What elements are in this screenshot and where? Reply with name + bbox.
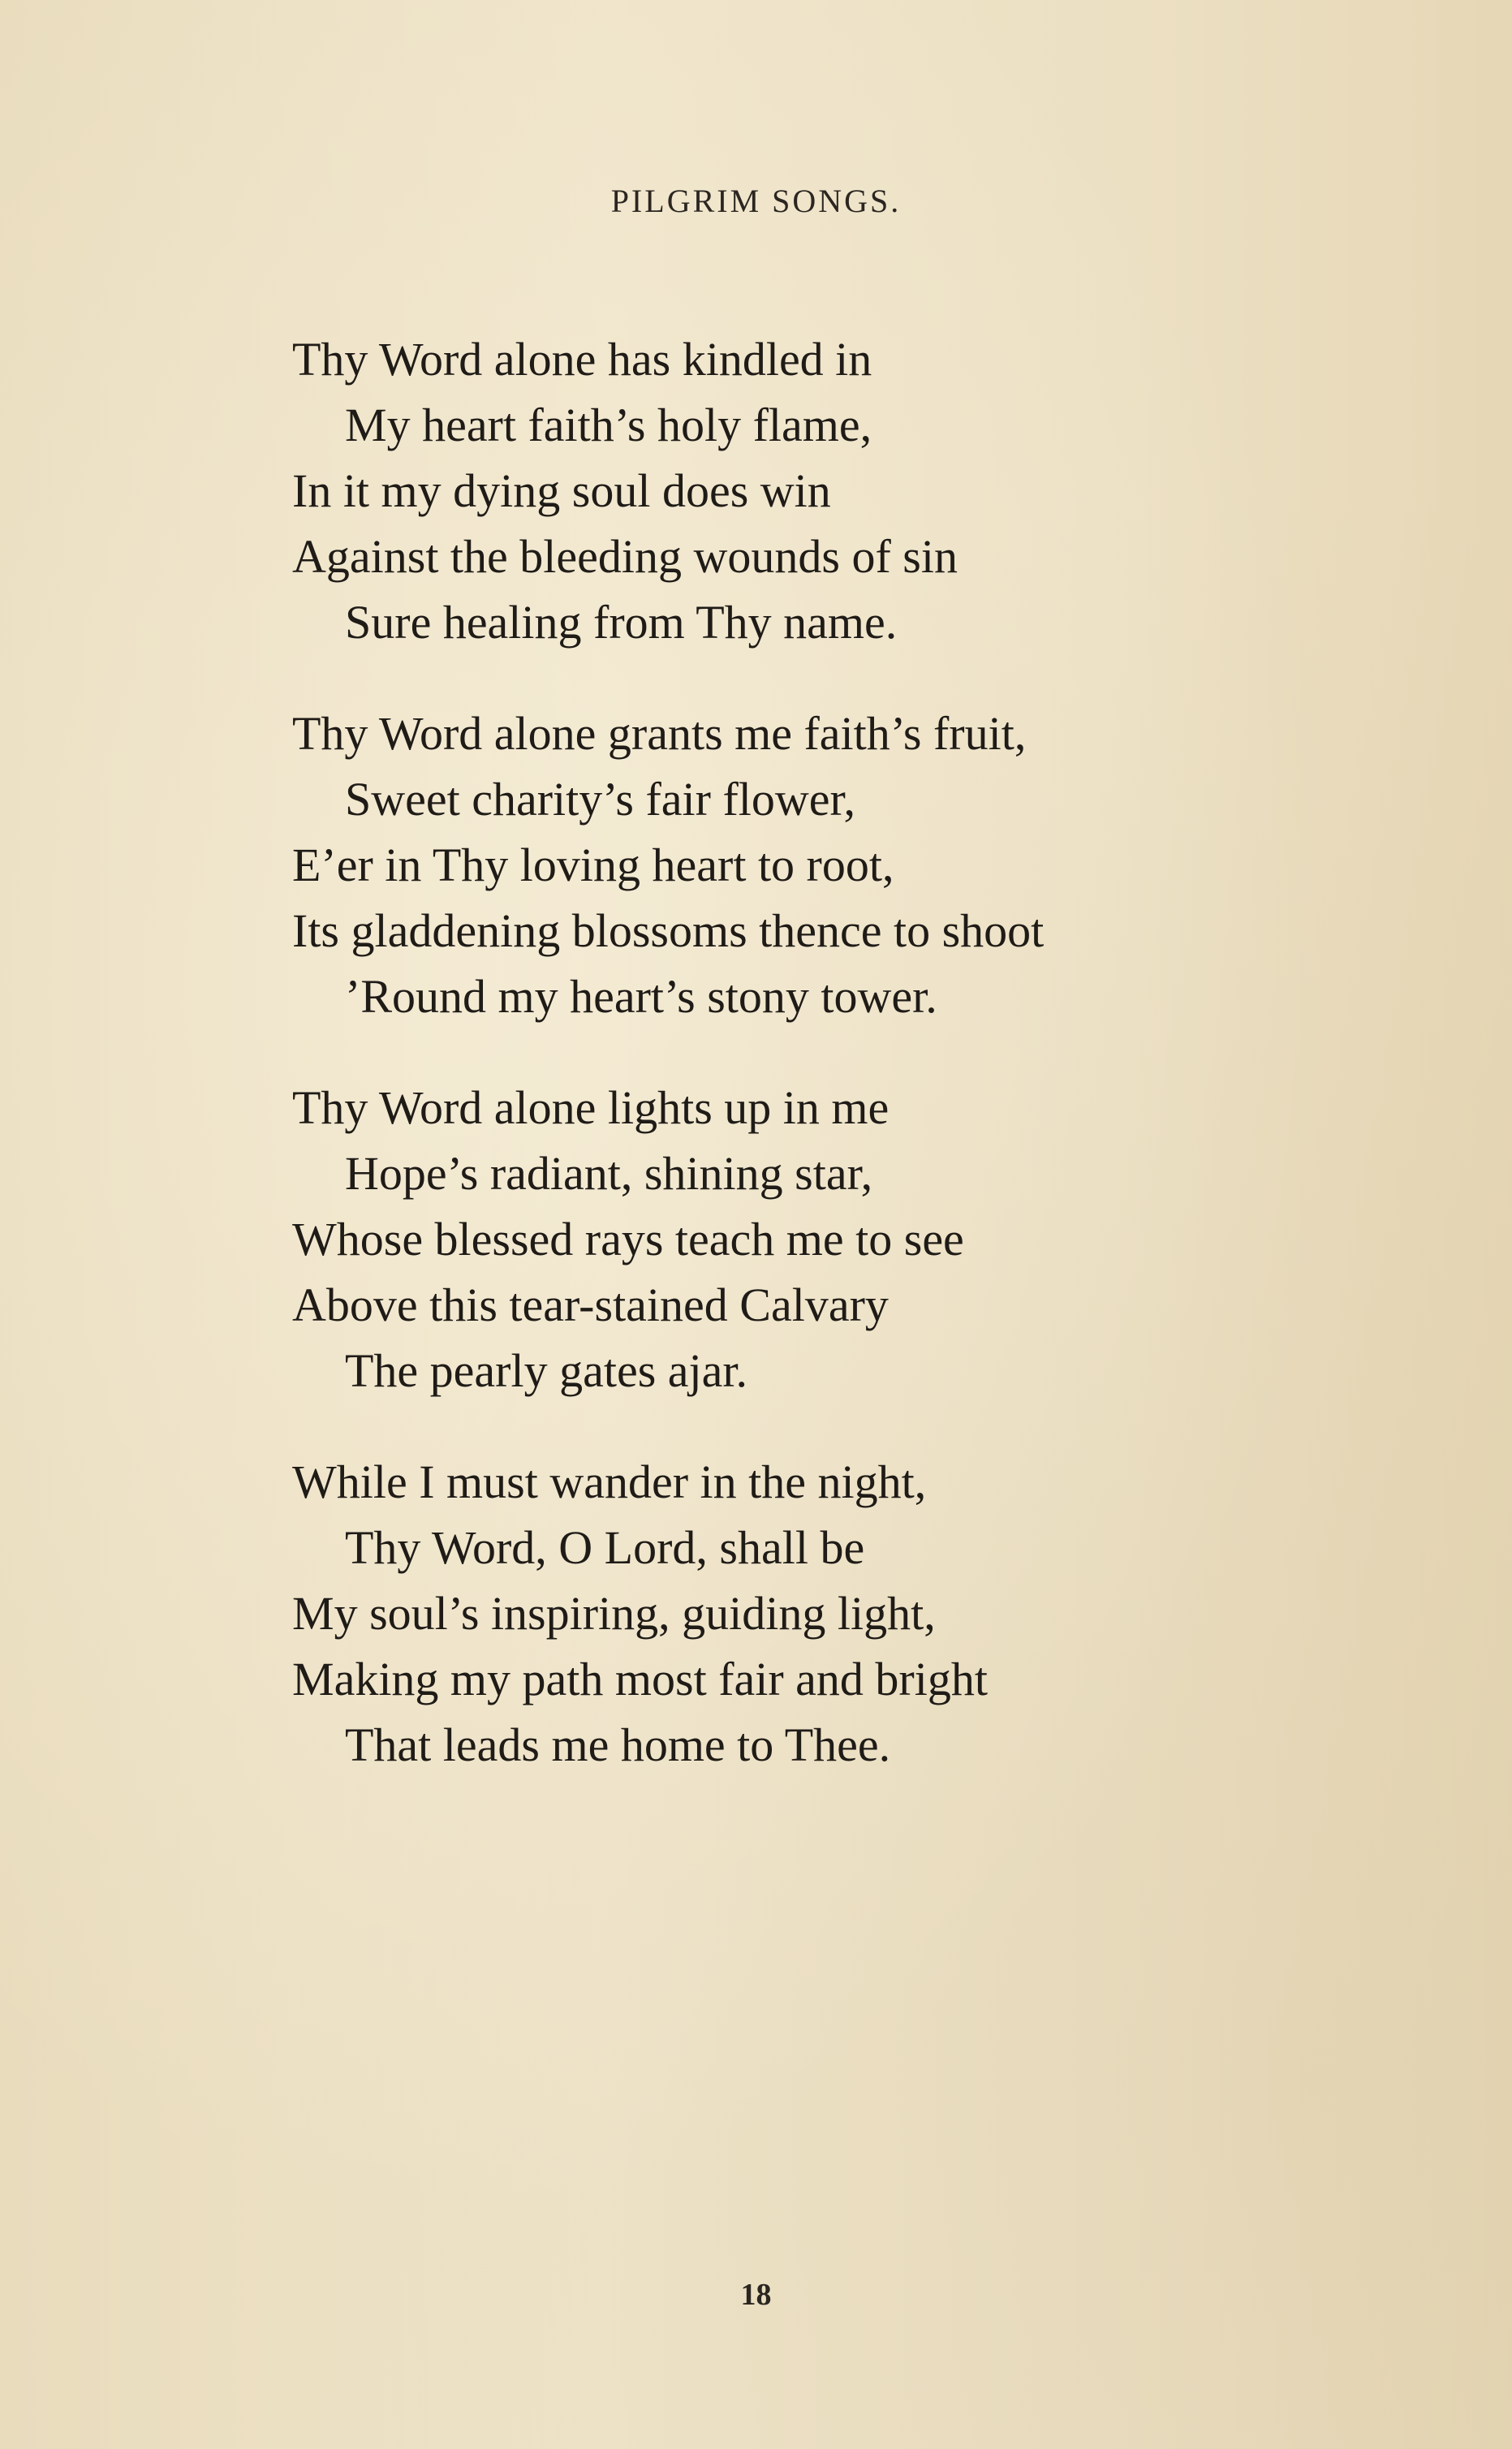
poem-line: That leads me home to Thee. bbox=[345, 1718, 891, 1771]
poem-line: E’er in Thy loving heart to root, bbox=[292, 839, 894, 891]
poem-line: Making my path most fair and bright bbox=[292, 1653, 988, 1705]
poem-line: Its gladdening blossoms thence to shoot bbox=[292, 904, 1045, 957]
poem-line: Above this tear-stained Calvary bbox=[292, 1278, 889, 1331]
poem-line: Thy Word alone lights up in me bbox=[292, 1081, 890, 1134]
stanza-4 bbox=[292, 1449, 1347, 1778]
poem-line: In it my dying soul does win bbox=[292, 464, 831, 517]
poem-line: ’Round my heart’s stony tower. bbox=[345, 970, 937, 1023]
poem-line: My soul’s inspiring, guiding light, bbox=[292, 1587, 936, 1640]
poem-line: Sweet charity’s fair flower, bbox=[345, 773, 855, 826]
poem-line: While I must wander in the night, bbox=[292, 1455, 927, 1508]
poem-line: Whose blessed rays teach me to see bbox=[292, 1213, 964, 1265]
stanza-2 bbox=[292, 701, 1347, 1029]
page-number: 18 bbox=[740, 2278, 772, 2312]
poem-line: The pearly gates ajar. bbox=[345, 1344, 747, 1397]
poem-line: Thy Word alone has kindled in bbox=[292, 333, 872, 386]
poem bbox=[292, 326, 1347, 1823]
running-head: PILGRIM SONGS. bbox=[610, 183, 902, 219]
poem-line: Hope’s radiant, shining star, bbox=[345, 1147, 873, 1200]
poem-line: Thy Word alone grants me faith’s fruit, bbox=[292, 707, 1027, 760]
poem-line: Sure healing from Thy name. bbox=[345, 596, 898, 649]
poem-line: My heart faith’s holy flame, bbox=[345, 399, 872, 451]
stanza-1 bbox=[292, 326, 1347, 655]
stanza-3 bbox=[292, 1075, 1347, 1403]
poem-line: Against the bleeding wounds of sin bbox=[292, 530, 958, 583]
poem-line: Thy Word, O Lord, shall be bbox=[345, 1521, 865, 1574]
